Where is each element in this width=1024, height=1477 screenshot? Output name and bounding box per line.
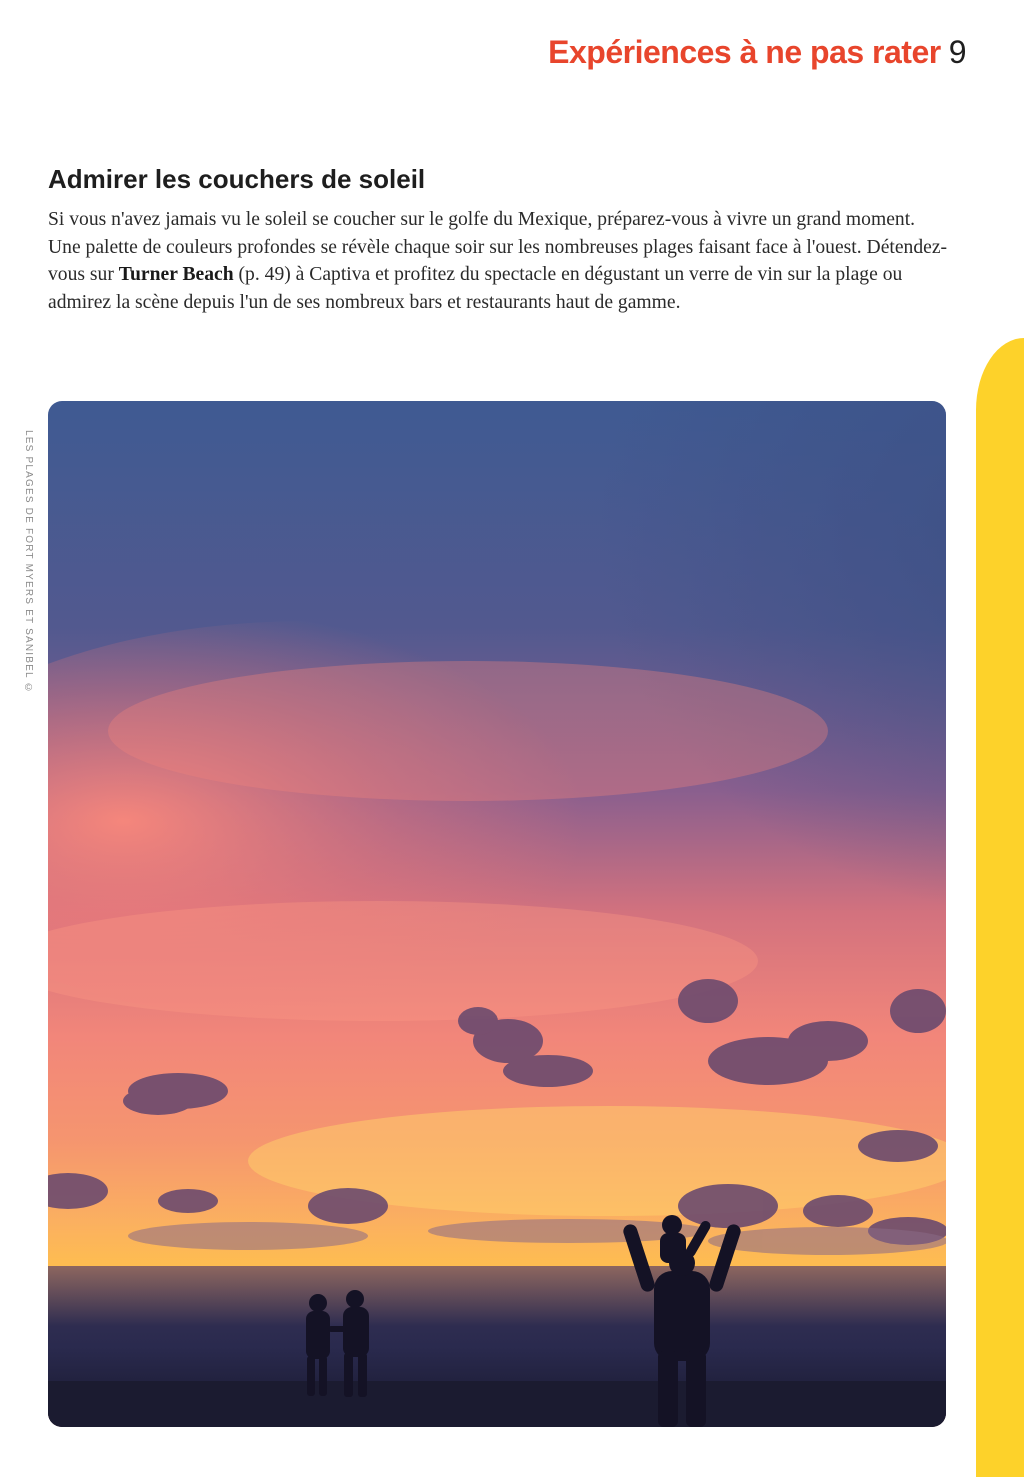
section-body xyxy=(48,206,948,316)
page-number: 9 xyxy=(948,34,966,70)
side-tab xyxy=(976,338,1024,1477)
running-header xyxy=(548,34,966,71)
body-text-rest: (p. 49) à Captiva et profitez du spectacle en dégustant un verre de vin sur la plage ou admirez la scène depuis l'un de ses nombreux bars et restaurants haut de gamme. xyxy=(48,264,903,313)
section-title: Admirer les couchers de soleil xyxy=(48,164,426,194)
place-name-turner-beach: Turner Beach xyxy=(118,264,234,285)
sunset-photo xyxy=(48,401,946,1427)
photo-credit: LES PLAGES DE FORT MYERS ET SANIBEL © xyxy=(23,430,34,695)
body-text-intro: Si vous n'avez jamais vu le soleil se coucher sur le golfe du Mexique, préparez-vous à vivre un grand moment. Une palette de couleurs profondes se révèle chaque soir sur les nombreuses plages faisant face à l'ouest. Détendez-vous sur xyxy=(48,209,948,285)
chapter-title: Expériences à ne pas rater xyxy=(548,34,941,70)
